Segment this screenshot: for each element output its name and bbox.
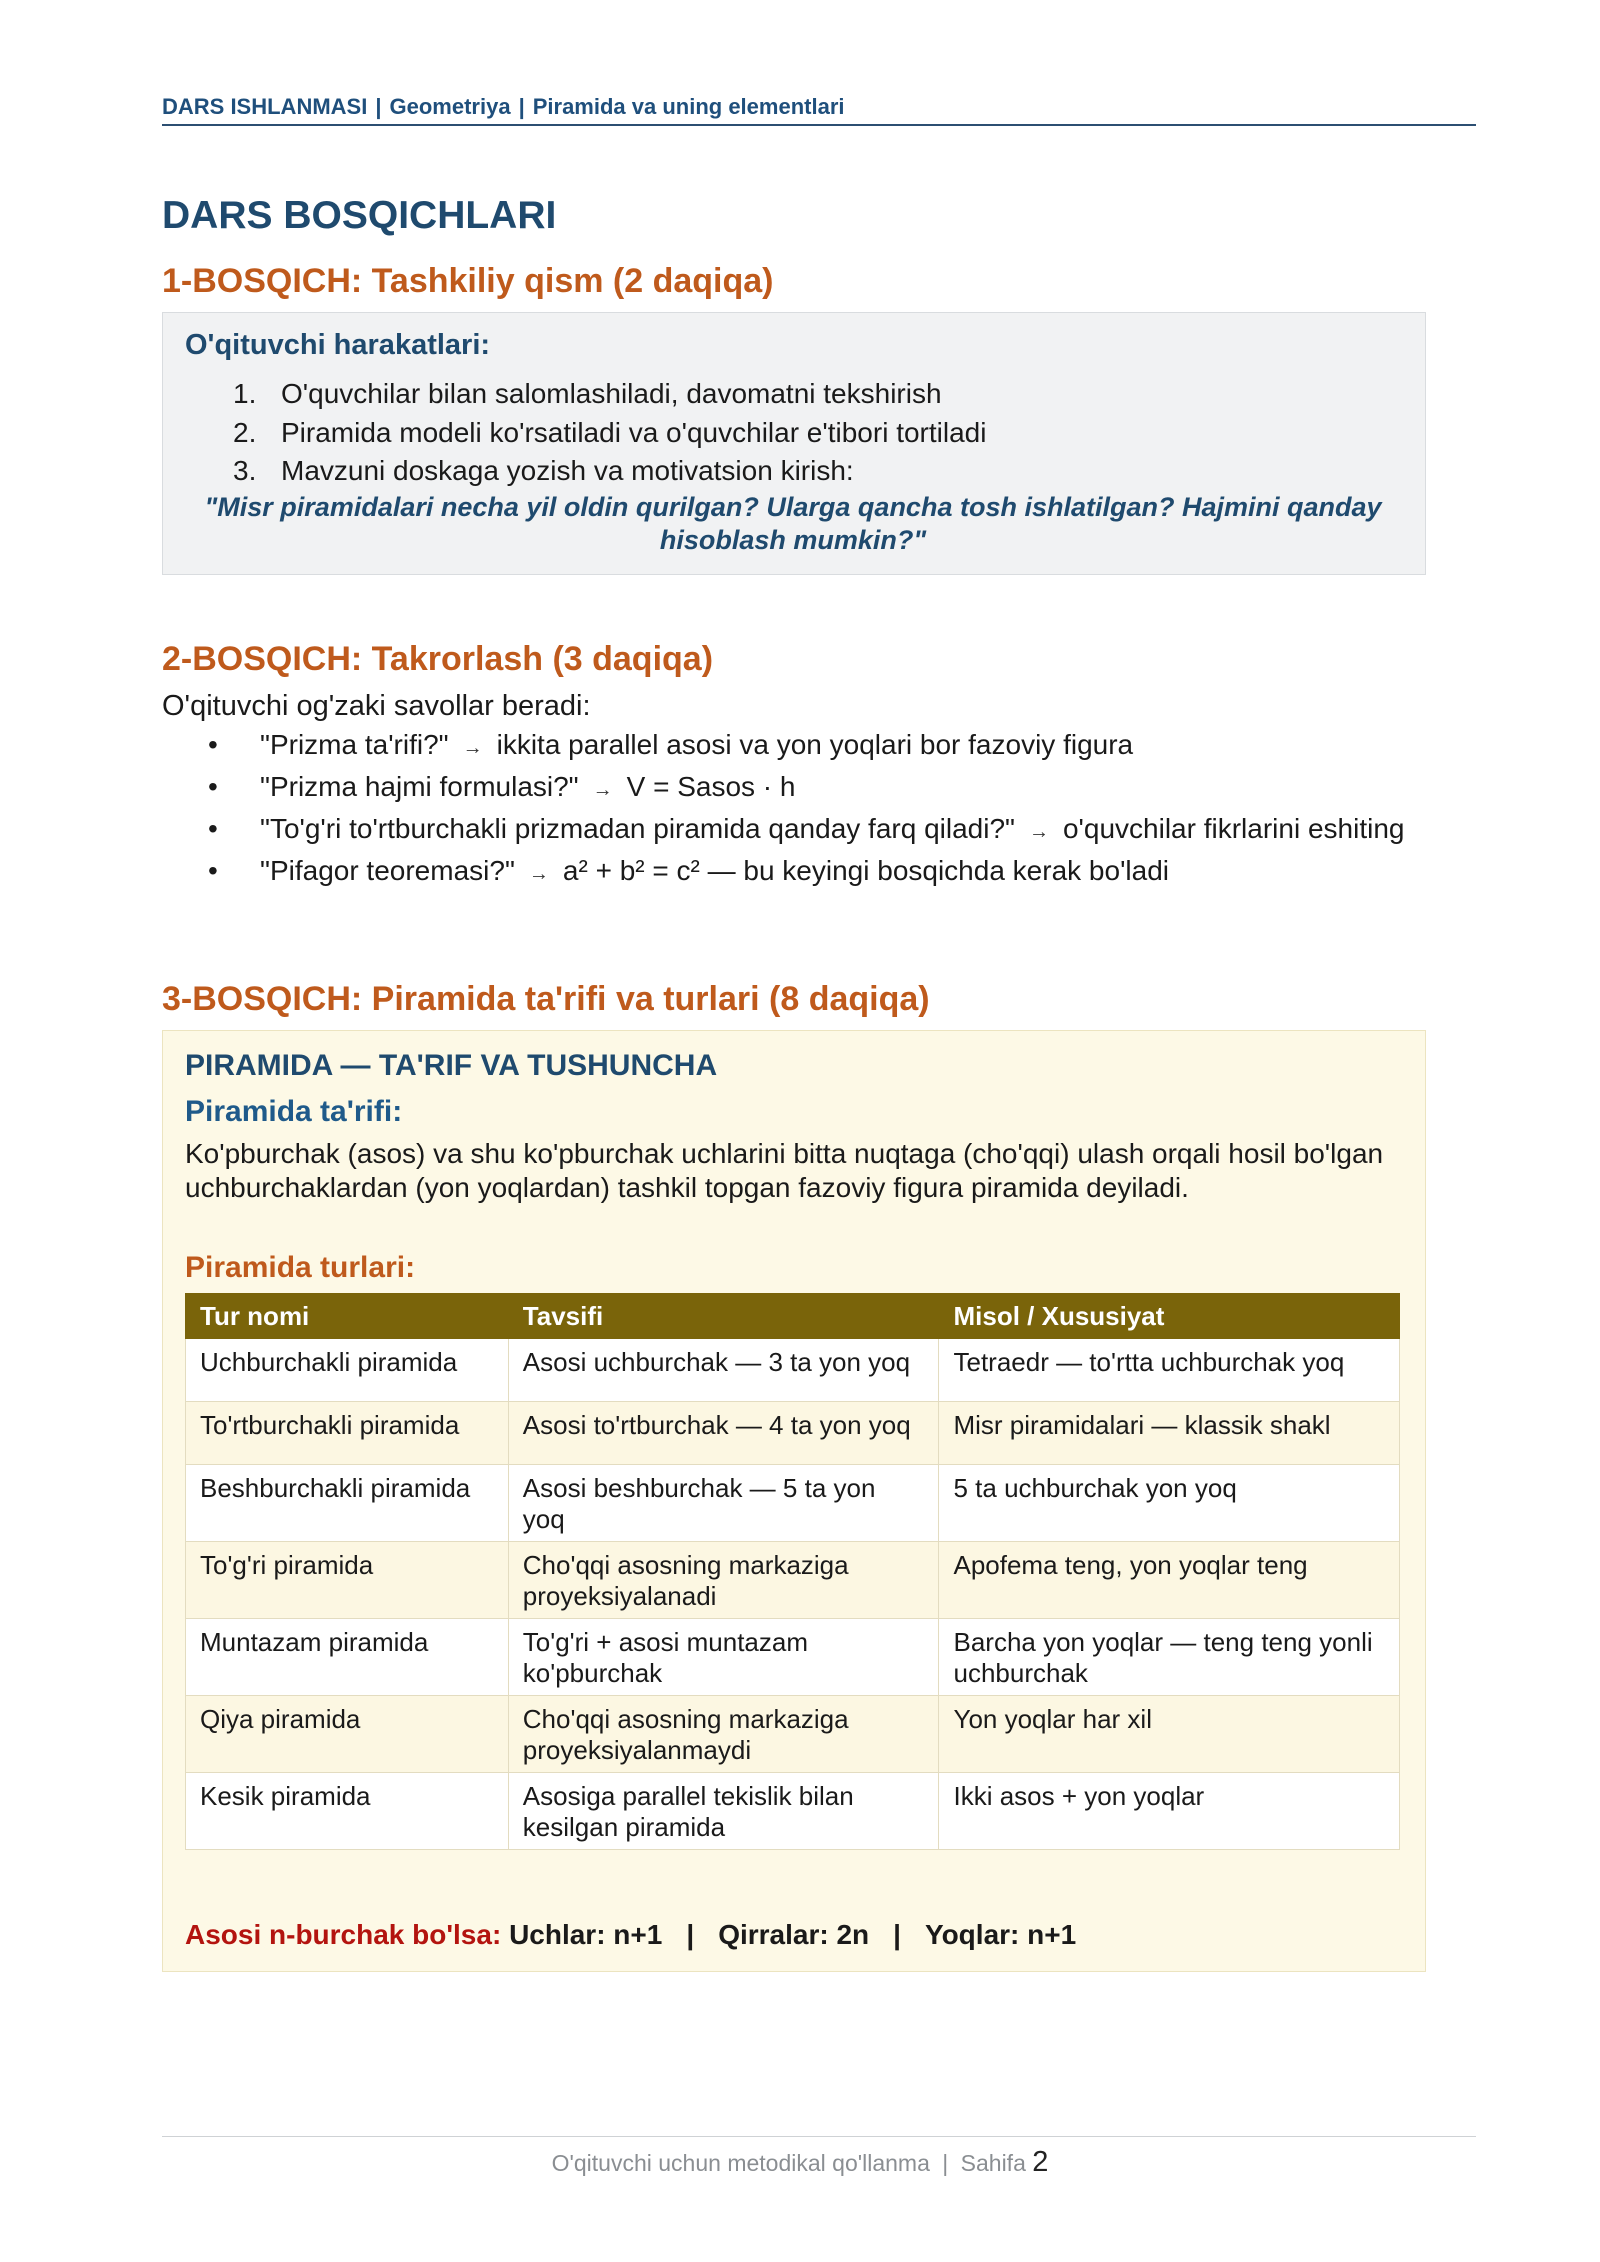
table-cell: To'g'ri piramida (186, 1542, 509, 1619)
table-row (186, 1619, 1400, 1696)
table-cell: Asosi beshburchak — 5 ta yon yoq (508, 1465, 939, 1542)
table-cell: Apofema teng, yon yoqlar teng (939, 1542, 1400, 1619)
header-separator: | (518, 94, 525, 119)
formula-vertices: Uchlar: n+1 (509, 1919, 663, 1950)
table-cell: Cho'qqi asosning markaziga proyeksiyalanadi (508, 1542, 939, 1619)
table-cell: To'g'ri + asosi muntazam ko'pburchak (508, 1619, 939, 1696)
page-footer (0, 2146, 1600, 2179)
column-header: Tur nomi (186, 1294, 509, 1339)
header-subject: Geometriya (389, 94, 511, 119)
table-row (186, 1773, 1400, 1850)
table-row (186, 1542, 1400, 1619)
table-cell: Qiya piramida (186, 1696, 509, 1773)
definition-box-title: PIRAMIDA — TA'RIF VA TUSHUNCHA (185, 1049, 718, 1082)
column-header: Tavsifi (508, 1294, 939, 1339)
arrow-right-icon: → (1028, 821, 1049, 843)
table-row (186, 1339, 1400, 1402)
teacher-actions-list (233, 375, 986, 491)
formula-edges: Qirralar: 2n (718, 1919, 870, 1950)
table-cell: Misr piramidalari — klassik shakl (939, 1402, 1400, 1465)
footer-separator: | (942, 2150, 949, 2176)
page-number: 2 (1032, 2146, 1049, 2178)
table-row (186, 1696, 1400, 1773)
formula-separator: | (686, 1919, 695, 1950)
list-item: • "Pifagor teoremasi?" → a² + b² = c² — bu keyingi bosqichda kerak bo'ladi (205, 854, 1435, 891)
footer-divider (162, 2136, 1476, 2137)
formula-separator: | (893, 1919, 901, 1950)
types-title: Piramida turlari: (185, 1251, 416, 1284)
definition-text: Ko'pburchak (asos) va shu ko'pburchak uchlarini bitta nuqtaga (cho'qqi) ulash orqali hosil bo'lgan uchburchaklardan (yon yoqlardan) tashkil topgan fazoviy figura piramida deyiladi. (185, 1138, 1384, 1203)
table-cell: Tetraedr — to'rtta uchburchak yoq (939, 1339, 1400, 1402)
definition-title: Piramida ta'rifi: (185, 1095, 403, 1128)
table-cell: Asosi uchburchak — 3 ta yon yoq (508, 1339, 939, 1402)
motivation-quote: "Misr piramidalari necha yil oldin qurilgan? Ularga qancha tosh ishlatilgan? Hajmini qanday hisoblash mumkin?" (204, 492, 1382, 555)
list-item: 2. Piramida modeli ko'rsatiladi va o'quvchilar e'tibori tortiladi (233, 416, 987, 448)
table-cell: Muntazam piramida (186, 1619, 509, 1696)
formula-faces: Yoqlar: n+1 (924, 1919, 1077, 1950)
list-item: • "Prizma hajmi formulasi?" → V = Sasos · h (205, 770, 1435, 807)
header-topic: Piramida va uning elementlari (532, 94, 845, 119)
table-cell: Yon yoqlar har xil (939, 1696, 1400, 1773)
stage1-title: 1-BOSQICH: Tashkiliy qism (2 daqiqa) (162, 262, 774, 300)
table-cell: Uchburchakli piramida (186, 1339, 509, 1402)
list-item: • "To'g'ri to'rtburchakli prizmadan piramida qanday farq qiladi?" → o'quvchilar fikrlarini eshiting (205, 812, 1435, 849)
stage2-intro: O'qituvchi og'zaki savollar beradi: (162, 690, 591, 722)
table-cell: Kesik piramida (186, 1773, 509, 1850)
footer-text: O'qituvchi uchun metodikal qo'llanma (551, 2150, 930, 2176)
stage3-title: 3-BOSQICH: Piramida ta'rifi va turlari (8 daqiqa) (162, 980, 930, 1018)
list-item: 1. O'quvchilar bilan salomlashiladi, davomatni tekshirish (233, 378, 942, 409)
page-header (162, 94, 1476, 126)
teacher-actions-box (162, 312, 1426, 575)
table-cell: Cho'qqi asosning markaziga proyeksiyalanmaydi (508, 1696, 939, 1773)
table-cell: Asosi to'rtburchak — 4 ta yon yoq (508, 1402, 939, 1465)
table-row (186, 1402, 1400, 1465)
table-cell: Asosiga parallel tekislik bilan kesilgan piramida (508, 1773, 939, 1850)
table-cell: Beshburchakli piramida (186, 1465, 509, 1542)
arrow-right-icon: → (592, 779, 613, 801)
pyramid-types-table (185, 1293, 1400, 1850)
pyramid-definition-box (162, 1030, 1426, 1972)
teacher-actions-title: O'qituvchi harakatlari: (185, 329, 491, 361)
table-cell: Barcha yon yoqlar — teng teng yonli uchburchak (939, 1619, 1400, 1696)
header-separator: | (375, 94, 382, 119)
table-cell: To'rtburchakli piramida (186, 1402, 509, 1465)
column-header: Misol / Xususiyat (939, 1294, 1400, 1339)
stage2-title: 2-BOSQICH: Takrorlash (3 daqiqa) (162, 640, 714, 678)
table-cell: 5 ta uchburchak yon yoq (939, 1465, 1400, 1542)
header-doc-type: DARS ISHLANMASI (162, 94, 368, 119)
footer-page-label: Sahifa (960, 2150, 1026, 2176)
list-item: 3. Mavzuni doskaga yozish va motivatsion kirish: (233, 455, 854, 486)
table-cell: Ikki asos + yon yoqlar (939, 1773, 1400, 1850)
formula-label: Asosi n-burchak bo'lsa: (185, 1919, 502, 1950)
review-questions-list (205, 728, 1435, 896)
arrow-right-icon: → (462, 737, 483, 759)
main-title: DARS BOSQICHLARI (162, 194, 557, 237)
table-header-row (186, 1294, 1400, 1339)
list-item: • "Prizma ta'rifi?" → ikkita parallel asosi va yon yoqlari bor fazoviy figura (205, 728, 1435, 765)
table-row (186, 1465, 1400, 1542)
element-count-formula (185, 1919, 1076, 1951)
arrow-right-icon: → (528, 863, 549, 885)
